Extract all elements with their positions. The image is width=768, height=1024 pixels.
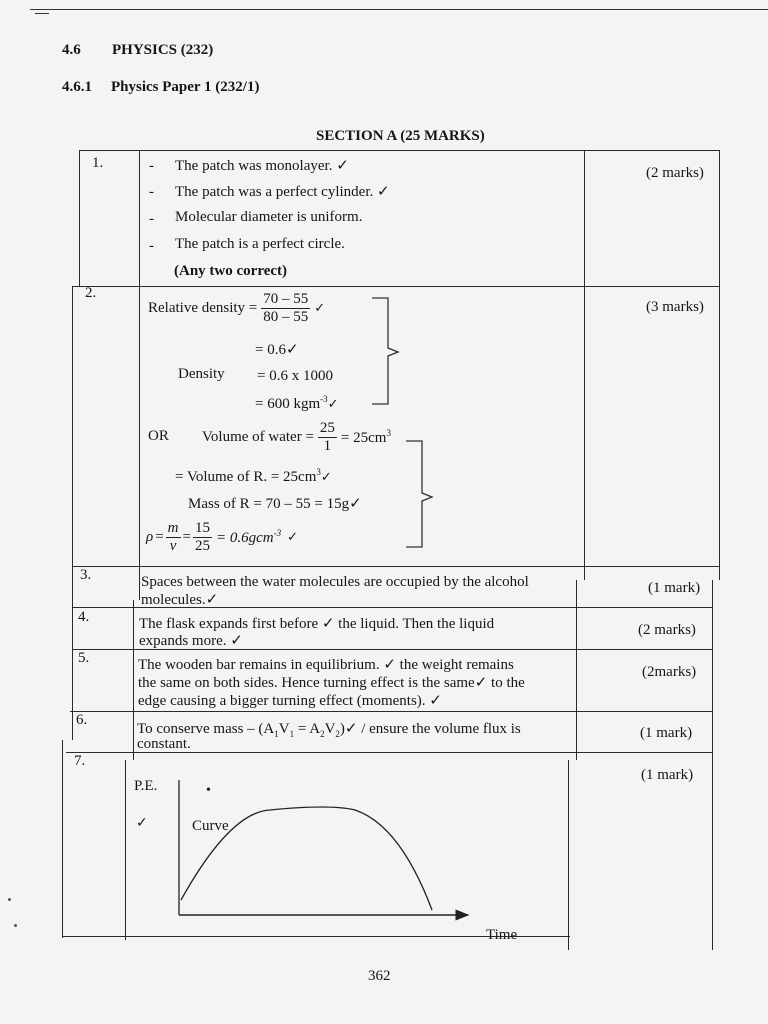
- scan-speck: [14, 924, 17, 927]
- table-right-border: [719, 150, 720, 580]
- volume-equation: [202, 420, 391, 455]
- row-divider-2-3: [72, 566, 720, 567]
- answer-line: The wooden bar remains in equilibrium. ✓ the weight remains: [138, 657, 514, 673]
- answer-line: expands more. ✓: [139, 633, 243, 649]
- answer-line: constant.: [137, 736, 191, 752]
- page-number: 362: [368, 968, 391, 984]
- table-left-border-bottom: [62, 740, 63, 938]
- row-divider-1-2: [72, 286, 720, 287]
- table-left-border: [72, 287, 73, 740]
- table-top-border: [79, 150, 720, 151]
- vol-denominator: 1: [323, 438, 332, 454]
- rd-numerator: 70 – 55: [263, 291, 309, 307]
- vol-fraction: [318, 420, 337, 455]
- bracket-2: [404, 437, 440, 551]
- answer-line: edge causing a bigger turning effect (moments). ✓: [138, 693, 442, 709]
- question-number: 7.: [74, 753, 86, 769]
- table-left-border-top: [79, 150, 80, 287]
- marks-label: (1 mark): [640, 725, 693, 741]
- row-divider-5-6: [70, 711, 713, 712]
- answer-line: Molecular diameter is uniform.: [175, 209, 363, 225]
- question-number: 2.: [85, 285, 97, 301]
- answer-line: To conserve mass – ($A_1V_1$ = $A_2V_2)✓$ / ensure the volume flux is: [137, 721, 521, 739]
- density-calc: = 0.6 x 1000: [257, 368, 333, 384]
- relative-density-equation: [148, 291, 325, 326]
- marks-label: (2 marks): [638, 622, 696, 638]
- volume-r: = Volume of R. = $25cm^3✓$: [175, 467, 332, 485]
- bullet: -: [149, 184, 154, 200]
- question-number: 5.: [78, 650, 90, 666]
- table-right-border-lower: [712, 580, 713, 950]
- table-marks-divider-bottom: [568, 760, 569, 950]
- vol-numerator: 25: [319, 420, 335, 436]
- answer-line: molecules.✓: [141, 592, 219, 608]
- scan-speck: [8, 898, 11, 901]
- rd-denominator: 80 – 55: [263, 309, 309, 325]
- question-number: 4.: [78, 609, 90, 625]
- marks-label: (2marks): [642, 664, 697, 680]
- answer-line: The patch was a perfect cylinder. ✓: [175, 184, 390, 200]
- paper-title: Physics Paper 1 (232/1): [111, 79, 260, 95]
- rd-label: Relative density =: [148, 300, 258, 316]
- bullet: -: [149, 158, 154, 174]
- question-number: 1.: [92, 155, 104, 171]
- question-number: 6.: [76, 712, 88, 728]
- section-title: SECTION A (25 MARKS): [316, 128, 485, 144]
- answer-line: Spaces between the water molecules are occupied by the alcohol: [141, 574, 529, 590]
- top-tick: [35, 13, 49, 14]
- paper-number: 4.6.1: [62, 79, 92, 95]
- pe-time-graph: [170, 770, 480, 930]
- table-col-divider-lower: [133, 600, 134, 760]
- vol-result: = $25cm^3$: [340, 428, 391, 446]
- marks-label: (2 marks): [646, 165, 704, 181]
- table-marks-divider: [584, 150, 585, 580]
- dot-mark: •: [206, 783, 211, 798]
- question-number: 3.: [80, 567, 92, 583]
- subject-title: PHYSICS (232): [112, 42, 214, 58]
- density-label: Density: [178, 366, 225, 382]
- axis-x-label: Time: [486, 927, 518, 943]
- marks-label: (3 marks): [646, 299, 704, 315]
- answer-line: The patch was monolayer. ✓: [175, 158, 349, 174]
- table-col-divider-bottom: [125, 760, 126, 940]
- curve-label: Curve: [192, 818, 229, 834]
- check-mark: ✓: [136, 815, 148, 831]
- top-rule: [30, 9, 768, 10]
- axis-y-label: P.E.: [134, 778, 158, 794]
- bracket-1: [370, 296, 406, 408]
- bullet: -: [149, 211, 154, 227]
- pe-curve: [181, 807, 432, 910]
- bullet: -: [149, 238, 154, 254]
- rd-fraction: [261, 291, 310, 326]
- rho-equation: ρ = $\frac{m}{v}$ = $\frac{15}{25}$ = 0.6gcm$^{-3}$ ✓: [146, 520, 299, 554]
- check-mark: ✓: [314, 301, 326, 316]
- rd-result: = 0.6✓: [255, 342, 299, 358]
- marks-label: (1 mark): [648, 580, 701, 596]
- vol-label: Volume of water =: [202, 429, 314, 445]
- answer-line: the same on both sides. Hence turning effect is the same✓ to the: [138, 675, 525, 691]
- density-result: = 600 kgm$^{-3}$✓: [255, 394, 339, 412]
- answer-line: The flask expands first before ✓ the liquid. Then the liquid: [139, 616, 495, 632]
- answer-note: (Any two correct): [174, 263, 288, 279]
- marks-label: (1 mark): [641, 767, 694, 783]
- answer-line: The patch is a perfect circle.: [175, 236, 345, 252]
- table-col-divider: [139, 150, 140, 600]
- section-number: 4.6: [62, 42, 81, 58]
- or-label: OR: [148, 428, 169, 444]
- mass-r: Mass of R = 70 – 55 = 15g✓: [188, 496, 362, 512]
